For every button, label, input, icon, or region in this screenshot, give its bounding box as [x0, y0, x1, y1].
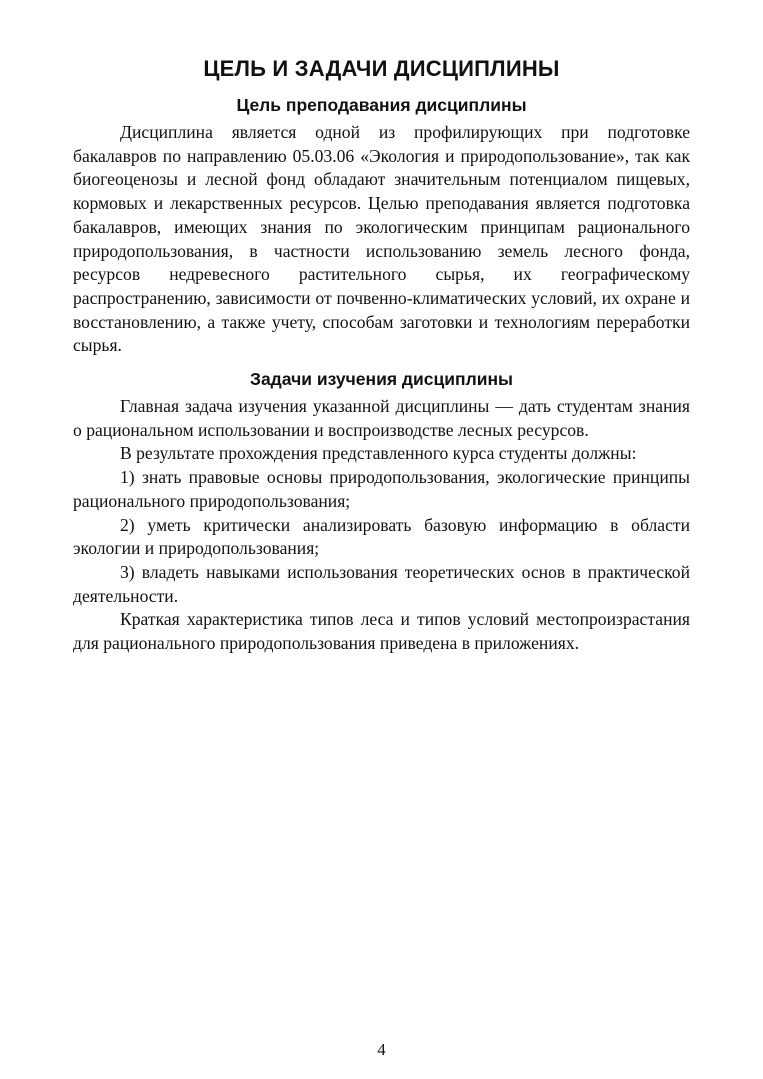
- tasks-list-item-1: 1) знать правовые основы природопользования, экологические принципы рационального природопользования;: [73, 467, 690, 511]
- page-number: 4: [377, 1040, 386, 1059]
- tasks-paragraph-main: Главная задача изучения указанной дисциплины — дать студентам знания о рациональном использовании и воспроизводстве лесных ресурсов.: [73, 396, 690, 440]
- tasks-paragraph-appendix: Краткая характеристика типов леса и типов условий местопроизрастания для рационального природопользования приведена в приложениях.: [73, 609, 690, 654]
- goal-paragraph: Дисциплина является одной из профилирующих при подготовке бакалавров по направлению 05.03.06 «Экология и природопользование», так как биогеоценозы и лесной фонд обладают значительным потенциалом пищевых, кормовых и лекарственных ресурсов. Целью преподавания является подготовка бакалавров, имеющих знания по экологическим принципам рационального природопользования, в частности использованию земель лесного фонда, ресурсов недревесного растительного сырья, их географическому распространению, зависимости от почвенно-климатических условий, их охране и восстановлению, а также учету, способам заготовки и технологиям переработки сырья.: [73, 122, 690, 356]
- section-heading-goal: Цель преподавания дисциплины: [236, 95, 527, 115]
- section-heading-tasks: Задачи изучения дисциплины: [249, 369, 513, 390]
- tasks-list-item-3: 3) владеть навыками использования теоретических основ в практической деятельности.: [73, 561, 690, 606]
- document-page: [73, 52, 690, 656]
- tasks-paragraph-intro: В результате прохождения представленного курса студенты должны:: [120, 443, 637, 464]
- tasks-list-item-2: 2) уметь критически анализировать базовую информацию в области экологии и природопользования;: [73, 514, 690, 559]
- page-title: ЦЕЛЬ И ЗАДАЧИ ДИСЦИПЛИНЫ: [203, 56, 560, 81]
